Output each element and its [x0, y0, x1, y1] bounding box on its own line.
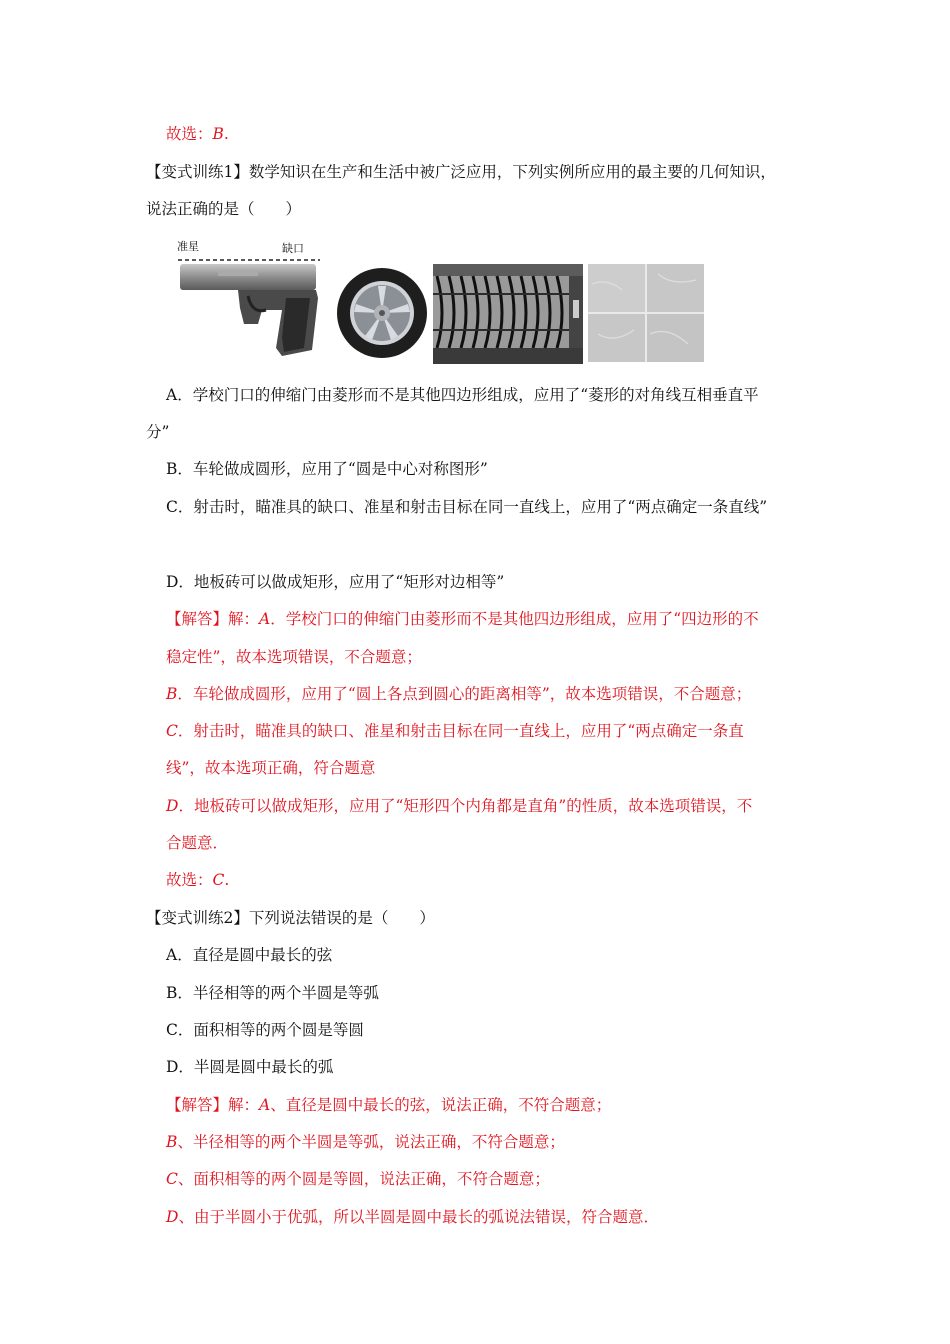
q2-option-b: B．半径相等的两个半圆是等弧: [166, 984, 379, 1002]
solution-letter-d: D: [166, 1208, 179, 1226]
q2-stem-text: 下列说法错误的是（ ）: [248, 909, 435, 927]
q1-option-a-line1: A．学校门口的伸缩门由菱形而不是其他四边形组成，应用了“菱形的对角线互相垂直平: [166, 386, 759, 404]
q2-option-a: A．直径是圆中最长的弦: [166, 946, 333, 964]
q2-solution-d: [166, 1207, 659, 1227]
solution-letter-a: A: [259, 610, 271, 628]
q2-option-c: C．面积相等的两个圆是等圆: [166, 1021, 364, 1039]
q2-option-d: D．半圆是圆中最长的弧: [166, 1058, 334, 1076]
q2-stem: [146, 908, 435, 928]
q2-solution-b: [166, 1132, 565, 1152]
answer-letter: B: [212, 125, 224, 143]
floor-tile-image: [588, 264, 704, 362]
q1-answer-line: [166, 870, 229, 890]
q1-solution-a-line2: 稳定性”，故本选项错误，不合题意；: [166, 648, 422, 666]
solution-letter-a: A: [259, 1096, 271, 1114]
q1-solution-d-line1: [166, 796, 752, 816]
answer-prefix: 故选：: [166, 871, 213, 889]
q1-stem-line2: 说法正确的是（ ）: [146, 200, 302, 218]
q1-stem-line1: [146, 162, 776, 182]
wheel-image: [336, 264, 428, 362]
solution-c-text: 、面积相等的两个圆是等圆，说法正确，不符合题意；: [177, 1170, 550, 1188]
solution-lead: 解：: [228, 610, 260, 628]
solution-letter-d: D: [166, 797, 179, 815]
pistol-image: [178, 238, 326, 364]
notch-label: 缺口: [282, 242, 304, 255]
solution-tag: 【解答】: [166, 1096, 229, 1114]
q1-solution-b: [166, 684, 751, 704]
front-sight-label: 准星: [177, 240, 199, 253]
solution-letter-b: B: [166, 685, 178, 703]
retractable-gate-image: [433, 264, 583, 364]
solution-b-text: ．车轮做成圆形，应用了“圆上各点到圆心的距离相等”，故本选项错误，不合题意；: [177, 685, 752, 703]
q1-solution-d-line2: 合题意．: [166, 834, 229, 852]
q1-figures: [178, 238, 704, 364]
q1-option-a-line2: 分”: [146, 423, 170, 441]
solution-lead: 解：: [228, 1096, 260, 1114]
q2-tag: 【变式训练2】: [146, 909, 249, 927]
solution-d-text: 、由于半圆小于优弧，所以半圆是圆中最长的弧说法错误，符合题意．: [178, 1208, 659, 1226]
q1-solution-line1: [166, 609, 759, 629]
solution-a-text: 、直径是圆中最长的弦，说法正确，不符合题意；: [270, 1096, 612, 1114]
answer-suffix: .: [224, 871, 230, 889]
solution-tag: 【解答】: [166, 610, 229, 628]
q1-solution-c-line2: 线”，故本选项正确，符合题意: [166, 759, 376, 777]
q2-solution-c: [166, 1169, 550, 1189]
q1-option-d: D．地板砖可以做成矩形，应用了“矩形对边相等”: [166, 573, 505, 591]
prev-answer-line: [166, 124, 229, 144]
answer-suffix: .: [223, 125, 229, 143]
q1-stem-text1: 数学知识在生产和生活中被广泛应用，下列实例所应用的最主要的几何知识，: [248, 163, 776, 181]
solution-letter-c: C: [166, 722, 178, 740]
solution-a-text: ．学校门口的伸缩门由菱形而不是其他四边形组成，应用了“四边形的不: [270, 610, 759, 628]
q2-solution-a: [166, 1095, 611, 1115]
q1-solution-c-line1: [166, 721, 744, 741]
solution-d-text: ．地板砖可以做成矩形，应用了“矩形四个内角都是直角”的性质，故本选项错误，不: [178, 797, 753, 815]
q1-option-b: B．车轮做成圆形，应用了“圆是中心对称图形”: [166, 460, 488, 478]
answer-prefix: 故选：: [166, 125, 213, 143]
q1-tag: 【变式训练1】: [146, 163, 249, 181]
answer-letter: C: [212, 871, 225, 889]
solution-letter-c: C: [166, 1170, 178, 1188]
q1-option-c: C．射击时，瞄准具的缺口、准星和射击目标在同一直线上，应用了“两点确定一条直线”: [166, 498, 768, 516]
solution-c-text: ．射击时，瞄准具的缺口、准星和射击目标在同一直线上，应用了“两点确定一条直: [177, 722, 744, 740]
solution-b-text: 、半径相等的两个半圆是等弧，说法正确，不符合题意；: [177, 1133, 565, 1151]
solution-letter-b: B: [166, 1133, 178, 1151]
